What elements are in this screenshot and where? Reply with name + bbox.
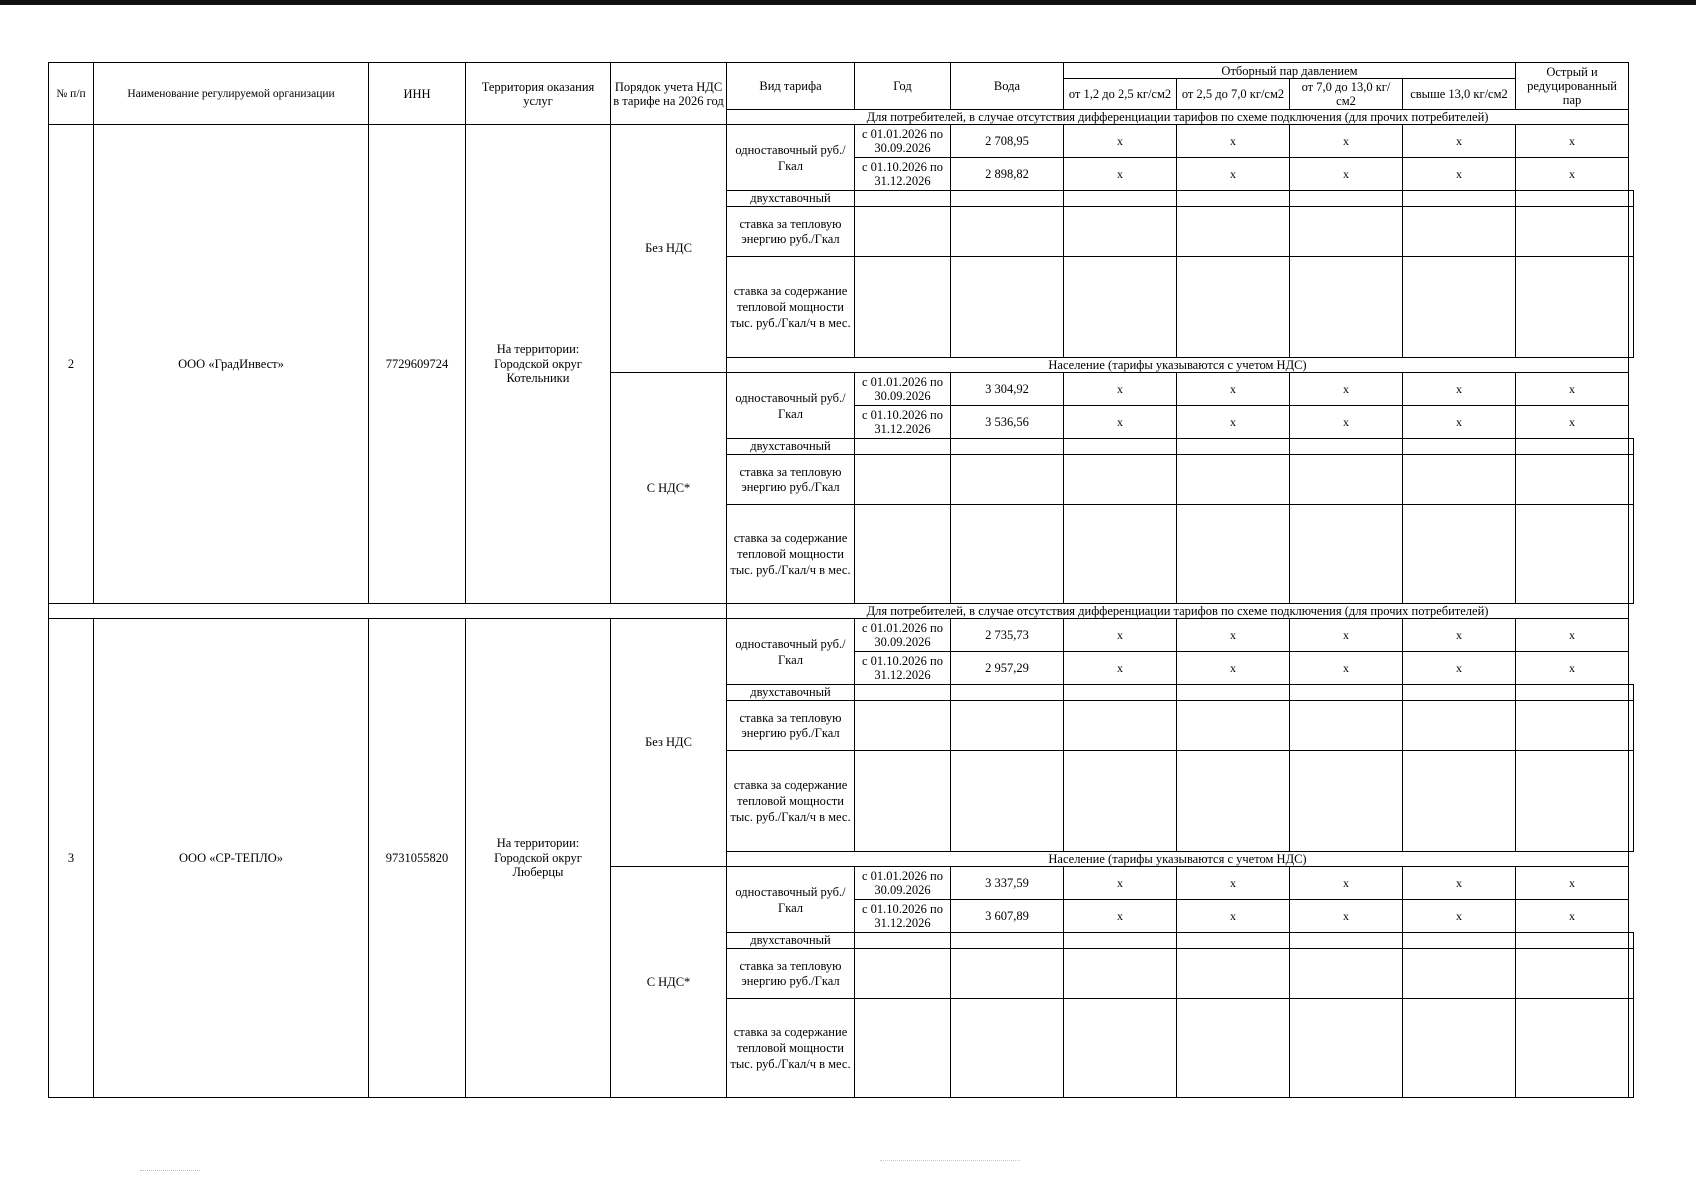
- empty-cell: [1629, 933, 1634, 949]
- empty-cell: [855, 455, 951, 505]
- empty-cell: [1516, 685, 1629, 701]
- empty-cell: [1403, 505, 1516, 604]
- vat-order-with-vat: С НДС*: [611, 867, 727, 1098]
- empty-cell: [1516, 701, 1629, 751]
- cell-x: x: [1290, 652, 1403, 685]
- band-other-consumers: Для потребителей, в случае отсутствия дифференциации тарифов по схеме подключения (для прочих потребителей): [727, 604, 1629, 619]
- empty-cell: [1290, 505, 1403, 604]
- tariff-two-rate: двухставочный: [727, 685, 855, 701]
- tariff-two-rate: двухставочный: [727, 439, 855, 455]
- header-tariff-type: Вид тарифа: [727, 63, 855, 110]
- cell-x: x: [1064, 406, 1177, 439]
- cell-x: x: [1290, 406, 1403, 439]
- tariff-table-page: [48, 62, 1634, 1098]
- cell-x: x: [1177, 619, 1290, 652]
- empty-cell: [1403, 207, 1516, 257]
- cell-x: x: [1516, 406, 1629, 439]
- empty-cell: [951, 505, 1064, 604]
- empty-cell: [1177, 455, 1290, 505]
- empty-cell: [1516, 207, 1629, 257]
- empty-cell: [1177, 949, 1290, 999]
- empty-cell: [1290, 207, 1403, 257]
- tariff-capacity-rate: ставка за содержание тепловой мощности тыс. руб./Гкал/ч в мес.: [727, 257, 855, 358]
- empty-cell: [1403, 439, 1516, 455]
- empty-cell: [1516, 999, 1629, 1098]
- cell-x: x: [1177, 125, 1290, 158]
- cell-x: x: [1064, 652, 1177, 685]
- empty-cell: [1290, 685, 1403, 701]
- empty-cell: [1064, 257, 1177, 358]
- empty-cell: [1290, 191, 1403, 207]
- water-value: 3 607,89: [951, 900, 1064, 933]
- empty-cell: [1629, 505, 1634, 604]
- empty-cell: [1177, 685, 1290, 701]
- empty-cell: [1290, 999, 1403, 1098]
- water-value: 3 304,92: [951, 373, 1064, 406]
- cell-x: x: [1403, 158, 1516, 191]
- empty-cell: [1629, 257, 1634, 358]
- header-pressure-3: от 7,0 до 13,0 кг/см2: [1290, 79, 1403, 110]
- empty-cell: [1064, 191, 1177, 207]
- period-2: с 01.10.2026 по 31.12.2026: [855, 158, 951, 191]
- water-value: 2 957,29: [951, 652, 1064, 685]
- cell-x: x: [1064, 125, 1177, 158]
- cell-x: x: [1403, 619, 1516, 652]
- tariff-table: [48, 62, 1634, 1098]
- empty-cell: [1064, 701, 1177, 751]
- band-other-consumers: Для потребителей, в случае отсутствия дифференциации тарифов по схеме подключения (для прочих потребителей): [727, 110, 1629, 125]
- empty-cell: [1403, 701, 1516, 751]
- tariff-one-rate: одноставочный руб./Гкал: [727, 125, 855, 191]
- empty-cell: [1290, 439, 1403, 455]
- empty-cell: [1629, 455, 1634, 505]
- empty-cell: [1290, 701, 1403, 751]
- empty-cell: [1403, 191, 1516, 207]
- empty-cell: [951, 933, 1064, 949]
- empty-cell: [1064, 933, 1177, 949]
- empty-cell: [1177, 207, 1290, 257]
- empty-cell: [951, 207, 1064, 257]
- empty-cell: [855, 191, 951, 207]
- empty-cell: [855, 751, 951, 852]
- header-territory: Территория оказания услуг: [466, 63, 611, 125]
- cell-x: x: [1177, 158, 1290, 191]
- period-1: с 01.01.2026 по 30.09.2026: [855, 619, 951, 652]
- vat-order-no-vat: Без НДС: [611, 619, 727, 867]
- header-inn: ИНН: [369, 63, 466, 125]
- empty-cell: [1516, 949, 1629, 999]
- cell-x: x: [1516, 158, 1629, 191]
- empty-cell: [1064, 439, 1177, 455]
- org-territory: На территории: Городской округ Люберцы: [466, 619, 611, 1098]
- cell-x: x: [1290, 867, 1403, 900]
- empty-cell: [855, 701, 951, 751]
- cell-x: x: [1403, 125, 1516, 158]
- empty-cell: [855, 439, 951, 455]
- vat-order-no-vat: Без НДС: [611, 125, 727, 373]
- empty-cell: [1516, 751, 1629, 852]
- empty-cell: [855, 685, 951, 701]
- empty-cell: [1403, 685, 1516, 701]
- tariff-energy-rate: ставка за тепловую энергию руб./Гкал: [727, 455, 855, 505]
- water-value: 3 337,59: [951, 867, 1064, 900]
- period-2: с 01.10.2026 по 31.12.2026: [855, 406, 951, 439]
- empty-cell: [1177, 933, 1290, 949]
- org-num: 2: [49, 125, 94, 604]
- water-value: 2 735,73: [951, 619, 1064, 652]
- header-year: Год: [855, 63, 951, 110]
- empty-cell: [1290, 949, 1403, 999]
- empty-cell: [951, 701, 1064, 751]
- cell-x: x: [1403, 867, 1516, 900]
- cell-x: x: [1516, 125, 1629, 158]
- empty-cell: [1629, 999, 1634, 1098]
- empty-cell: [1516, 439, 1629, 455]
- cell-x: x: [1403, 652, 1516, 685]
- cell-x: x: [1290, 158, 1403, 191]
- empty-cell: [1290, 455, 1403, 505]
- empty-cell: [855, 933, 951, 949]
- empty-cell: [951, 439, 1064, 455]
- empty-cell: [855, 257, 951, 358]
- empty-cell: [1516, 191, 1629, 207]
- vat-order-with-vat: С НДС*: [611, 373, 727, 604]
- empty-cell: [1177, 505, 1290, 604]
- tariff-two-rate: двухставочный: [727, 191, 855, 207]
- tariff-one-rate: одноставочный руб./Гкал: [727, 867, 855, 933]
- empty-cell: [1629, 439, 1634, 455]
- cell-x: x: [1516, 373, 1629, 406]
- band-population: Население (тарифы указываются с учетом НДС): [727, 852, 1629, 867]
- empty-cell: [1629, 685, 1634, 701]
- empty-cell: [1290, 751, 1403, 852]
- water-value: 3 536,56: [951, 406, 1064, 439]
- empty-cell: [951, 257, 1064, 358]
- scan-artifact: [140, 1170, 200, 1172]
- org-num: 3: [49, 619, 94, 1098]
- empty-cell: [1403, 999, 1516, 1098]
- tariff-energy-rate: ставка за тепловую энергию руб./Гкал: [727, 949, 855, 999]
- cell-x: x: [1064, 900, 1177, 933]
- cell-x: x: [1516, 867, 1629, 900]
- empty-cell: [1064, 949, 1177, 999]
- cell-x: x: [1064, 867, 1177, 900]
- empty-cell: [1177, 999, 1290, 1098]
- band-population: Население (тарифы указываются с учетом НДС): [727, 358, 1629, 373]
- empty-cell: [951, 751, 1064, 852]
- cell-x: x: [1290, 373, 1403, 406]
- tariff-two-rate: двухставочный: [727, 933, 855, 949]
- cell-x: x: [1516, 619, 1629, 652]
- separator-cell: [49, 604, 727, 619]
- empty-cell: [1064, 505, 1177, 604]
- cell-x: x: [1064, 619, 1177, 652]
- tariff-capacity-rate: ставка за содержание тепловой мощности тыс. руб./Гкал/ч в мес.: [727, 505, 855, 604]
- header-pressure-4: свыше 13,0 кг/см2: [1403, 79, 1516, 110]
- empty-cell: [1516, 505, 1629, 604]
- empty-cell: [1177, 701, 1290, 751]
- org-name: ООО «ГрадИнвест»: [94, 125, 369, 604]
- org-territory: На территории: Городской округ Котельники: [466, 125, 611, 604]
- cell-x: x: [1290, 125, 1403, 158]
- empty-cell: [1403, 933, 1516, 949]
- empty-cell: [1629, 207, 1634, 257]
- header-steam-group: Отборный пар давлением: [1064, 63, 1516, 79]
- scan-top-edge: [0, 0, 1696, 5]
- cell-x: x: [1064, 373, 1177, 406]
- org-inn: 9731055820: [369, 619, 466, 1098]
- empty-cell: [1629, 701, 1634, 751]
- cell-x: x: [1516, 652, 1629, 685]
- header-sharp-steam: Острый и редуцированный пар: [1516, 63, 1629, 110]
- empty-cell: [1403, 949, 1516, 999]
- empty-cell: [1403, 257, 1516, 358]
- cell-x: x: [1177, 867, 1290, 900]
- empty-cell: [1064, 207, 1177, 257]
- empty-cell: [951, 191, 1064, 207]
- header-vat-order: Порядок учета НДС в тарифе на 2026 год: [611, 63, 727, 125]
- empty-cell: [951, 999, 1064, 1098]
- empty-cell: [1629, 949, 1634, 999]
- empty-cell: [1177, 751, 1290, 852]
- cell-x: x: [1403, 900, 1516, 933]
- scan-artifact: [880, 1160, 1020, 1162]
- empty-cell: [855, 949, 951, 999]
- header-org: Наименование регулируемой организации: [94, 63, 369, 125]
- cell-x: x: [1290, 900, 1403, 933]
- tariff-energy-rate: ставка за тепловую энергию руб./Гкал: [727, 701, 855, 751]
- period-2: с 01.10.2026 по 31.12.2026: [855, 900, 951, 933]
- empty-cell: [1290, 933, 1403, 949]
- empty-cell: [1516, 933, 1629, 949]
- tariff-one-rate: одноставочный руб./Гкал: [727, 619, 855, 685]
- org-name: ООО «СР-ТЕПЛО»: [94, 619, 369, 1098]
- period-1: с 01.01.2026 по 30.09.2026: [855, 373, 951, 406]
- period-1: с 01.01.2026 по 30.09.2026: [855, 125, 951, 158]
- tariff-capacity-rate: ставка за содержание тепловой мощности тыс. руб./Гкал/ч в мес.: [727, 999, 855, 1098]
- empty-cell: [1516, 257, 1629, 358]
- cell-x: x: [1403, 406, 1516, 439]
- empty-cell: [1516, 455, 1629, 505]
- empty-cell: [855, 999, 951, 1098]
- empty-cell: [951, 455, 1064, 505]
- period-2: с 01.10.2026 по 31.12.2026: [855, 652, 951, 685]
- cell-x: x: [1177, 406, 1290, 439]
- cell-x: x: [1177, 373, 1290, 406]
- header-pressure-2: от 2,5 до 7,0 кг/см2: [1177, 79, 1290, 110]
- period-1: с 01.01.2026 по 30.09.2026: [855, 867, 951, 900]
- empty-cell: [1064, 751, 1177, 852]
- header-num: № п/п: [49, 63, 94, 125]
- cell-x: x: [1064, 158, 1177, 191]
- empty-cell: [951, 949, 1064, 999]
- header-water: Вода: [951, 63, 1064, 110]
- water-value: 2 708,95: [951, 125, 1064, 158]
- empty-cell: [1177, 257, 1290, 358]
- cell-x: x: [1516, 900, 1629, 933]
- empty-cell: [1064, 455, 1177, 505]
- empty-cell: [1177, 191, 1290, 207]
- water-value: 2 898,82: [951, 158, 1064, 191]
- empty-cell: [1629, 751, 1634, 852]
- tariff-capacity-rate: ставка за содержание тепловой мощности тыс. руб./Гкал/ч в мес.: [727, 751, 855, 852]
- empty-cell: [951, 685, 1064, 701]
- empty-cell: [855, 505, 951, 604]
- org-inn: 7729609724: [369, 125, 466, 604]
- empty-cell: [855, 207, 951, 257]
- tariff-one-rate: одноставочный руб./Гкал: [727, 373, 855, 439]
- empty-cell: [1403, 751, 1516, 852]
- empty-cell: [1064, 685, 1177, 701]
- cell-x: x: [1403, 373, 1516, 406]
- empty-cell: [1177, 439, 1290, 455]
- tariff-energy-rate: ставка за тепловую энергию руб./Гкал: [727, 207, 855, 257]
- cell-x: x: [1290, 619, 1403, 652]
- empty-cell: [1064, 999, 1177, 1098]
- empty-cell: [1403, 455, 1516, 505]
- cell-x: x: [1177, 652, 1290, 685]
- empty-cell: [1290, 257, 1403, 358]
- cell-x: x: [1177, 900, 1290, 933]
- header-pressure-1: от 1,2 до 2,5 кг/см2: [1064, 79, 1177, 110]
- empty-cell: [1629, 191, 1634, 207]
